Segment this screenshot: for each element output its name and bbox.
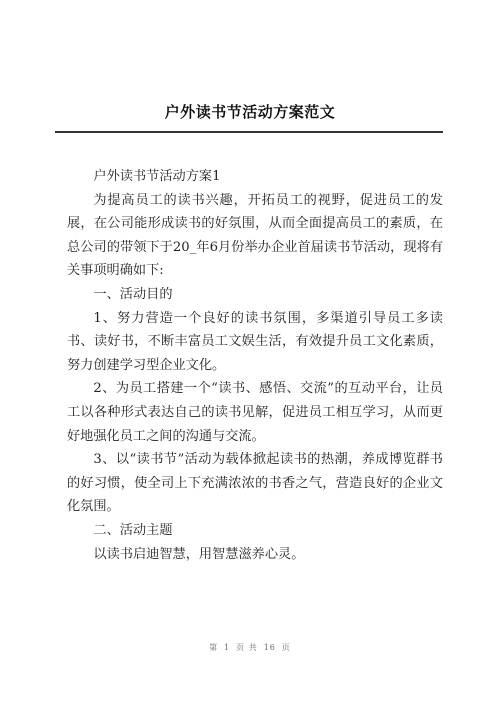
footer-prefix: 第	[209, 643, 219, 652]
section-heading-purpose: 一、活动目的	[93, 286, 173, 302]
document-body	[67, 165, 443, 566]
section-heading-theme: 二、活动主题	[93, 522, 173, 538]
section-heading-plan: 户外读书节活动方案1	[93, 169, 221, 184]
purpose-item-2: 2、为员工搭建一个“读书、感悟、交流”的互动平台，让员工以各种形式表达自己的读书见解，促进员工相互学习，从而更好地强化员工之间的沟通与交流。	[67, 381, 443, 444]
footer-mid: 页 共	[236, 643, 258, 652]
intro-paragraph: 为提高员工的读书兴趣，开拓员工的视野，促进员工的发展，在公司能形成读书的好氛围，从而全面提高员工的素质，在总公司的带领下于20_年6月份举办企业首届读书节活动，现将有关事项明确如下:	[67, 192, 443, 279]
theme-paragraph: 以读书启迪智慧，用智慧滋养心灵。	[93, 546, 305, 562]
page-footer	[0, 642, 500, 653]
title-divider	[55, 131, 443, 133]
document-title: 户外读书节活动方案范文	[164, 103, 336, 121]
purpose-item-3: 3、以“读书节”活动为载体掀起读书的热潮，养成博览群书的好习惯，使全司上下充满浓浓的书香之气，营造良好的企业文化氛围。	[67, 452, 443, 515]
footer-total-pages: 16	[263, 643, 276, 652]
footer-suffix: 页	[281, 643, 291, 652]
purpose-item-1: 1、努力营造一个良好的读书氛围，多渠道引导员工多读书、读好书，不断丰富员工文娱生活，有效提升员工文化素质，努力创建学习型企业文化。	[67, 310, 443, 373]
footer-current-page: 1	[224, 643, 231, 652]
